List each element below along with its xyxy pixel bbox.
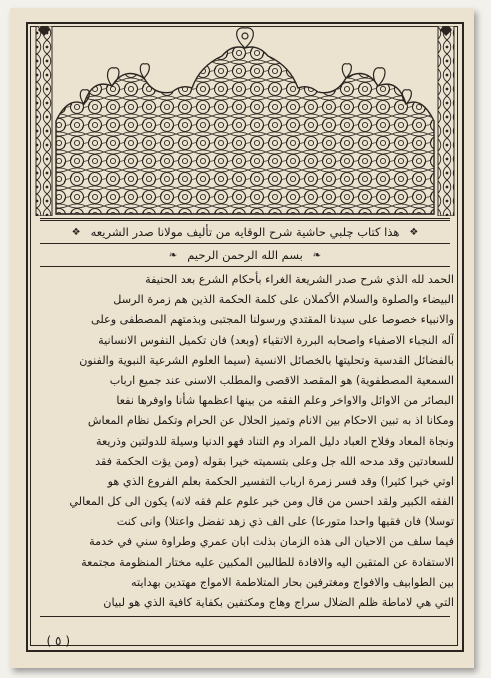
heading-top-rule: [40, 218, 450, 219]
text-line: البيضاء والصلوة والسلام الأكملان على كلمة الحكمة الذين هم زمرة الرسل: [113, 293, 454, 307]
text-line: ونجاة المعاد وفلاح العباد دليل المراد وم التناد فهو الدنيا وسيلة للدولتين وذريعة: [95, 434, 454, 448]
heading-text: هذا كتاب چلبي حاشية شرح الوقايه من تأليف مولانا صدر الشريعه: [90, 225, 400, 239]
book-page: [10, 8, 474, 668]
text-line: آله النجباء الاصفياء واصحابه البررة الاتقياء (وبعد) فان تكميل النفوس الانسانية: [98, 333, 454, 347]
ornament-right-icon: ❖: [409, 226, 419, 238]
page-number: ( ٥ ): [46, 634, 70, 648]
basmala-ornament-left-icon: ❧: [168, 249, 178, 261]
main-text: [36, 270, 454, 613]
text-line: ومكانا اذ به تبين الاحكام بين الانام وتميز الحلال عن الحرام وتكمل نظام المعاش: [87, 414, 454, 428]
footer: [40, 634, 450, 652]
text-top-rule: [40, 266, 450, 267]
text-line: للسعادتين وقد مدحه الله جل وعلى بتسميته خيرا بقوله (ومن يؤت الحكمة فقد: [95, 454, 454, 468]
ornament-left-icon: ❖: [71, 226, 81, 238]
title-heading: [40, 220, 450, 244]
basmala-ornament-right-icon: ❧: [312, 249, 322, 261]
text-line: بالفضائل القدسية وتحليتها بالخصائل الانسية (سيما العلوم الشرعية النبوية والفنون: [79, 353, 454, 367]
text-line: اوتي خيرا كثيرا) وقد فسر زمرة ارباب التفسير الحكمة بعلم الفروع الذي هو: [107, 474, 454, 488]
text-line: الاستفادة عن المتقين اليه والافادة للطالبين المكبين عليه مختار المنظومة مجتمعة: [81, 555, 454, 569]
text-line: السمعية المصطفوية) هو المقصد الاقصى والمطلب الاسنى عند جميع ارباب: [109, 373, 454, 387]
text-line: فيما سلف من الاحيان الى هذه الزمان بذلت ابان عمري وطراوة سني في خدمة: [89, 535, 454, 549]
text-line: الفقه الكبير ولقد احسن من قال ومن خير علوم علم فقه لانه) يكون الى كل المعالي: [69, 495, 454, 509]
text-line: توسلا) فان فقيها واحدا متورعا) على الف ذي زهد تفضل واعتلا) وانى كنت: [116, 515, 454, 529]
text-line: التي هي لاماطة ظلم الضلال سراج وهاج ومكتفين بكفاية كافية الذي هو لبيان: [103, 596, 454, 609]
basmala: [40, 246, 450, 264]
text-bottom-rule: [40, 616, 450, 617]
basmala-text: بسم الله الرحمن الرحيم: [187, 248, 303, 262]
text-line: البصائر من الاوائل والاواخر وعلم الفقه من بينها اعظمها شأنا واوفرها نفعا: [116, 394, 454, 408]
text-line: الحمد لله الذي شرح صدر الشريعة الغراء بأحكام الشرع بعد الحنيفة: [145, 273, 454, 286]
text-line: والانبياء خصوصا على سيدنا المقتدي ورسولنا المجتبى وبذمتهم المصطفى وعلى: [91, 313, 454, 327]
text-line: بين الطوابيف والافواج ومغترفين بحار المتلاطمة الامواج مهتدين بهدايته: [131, 575, 454, 589]
decorative-headpiece: [32, 26, 458, 216]
